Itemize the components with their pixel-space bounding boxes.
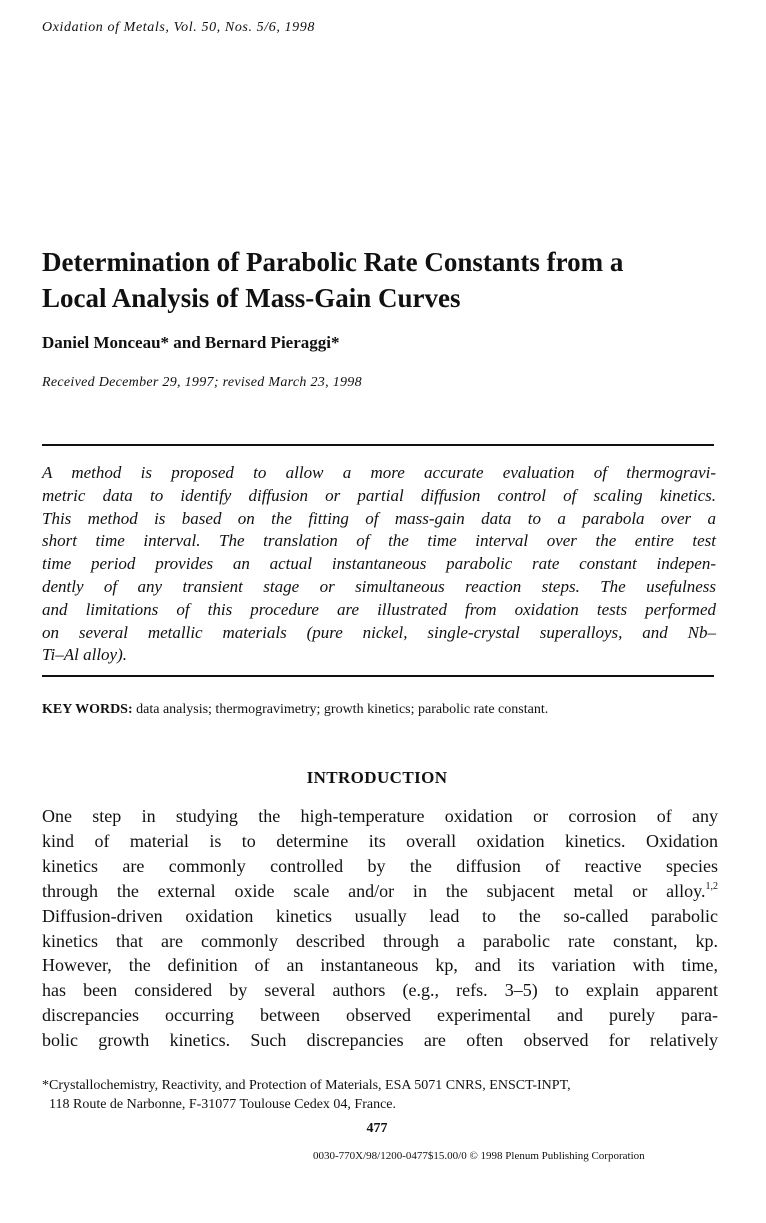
body-line: discrepancies occurring between observed experimental and purely para-	[42, 1005, 718, 1026]
abstract-line: time period provides an actual instantaneous parabolic rate constant indepen-	[42, 554, 716, 574]
abstract-line: on several metallic materials (pure nickel, single-crystal superalloys, and Nb–	[42, 622, 716, 642]
keywords-label: KEY WORDS:	[42, 702, 133, 717]
abstract-line: Ti–Al alloy).	[42, 645, 127, 665]
section-heading-introduction: INTRODUCTION	[306, 768, 448, 787]
abstract-line: dently of any transient stage or simultaneous reaction steps. The usefulness	[42, 576, 716, 596]
title-line: Local Analysis of Mass-Gain Curves	[42, 283, 461, 313]
body-line: kinetics that are commonly described through a parabolic rate constant, kp.	[42, 930, 718, 951]
abstract-top-rule	[42, 444, 714, 446]
body-line: Diffusion-driven oxidation kinetics usually lead to the so-called parabolic	[42, 905, 718, 926]
page-number: 477	[366, 1121, 388, 1136]
body-line: through the external oxide scale and/or in the subjacent metal or alloy.	[42, 880, 706, 901]
abstract-bottom-rule	[42, 675, 714, 677]
copyright-line: 0030-770X/98/1200-0477$15.00/0 © 1998 Plenum Publishing Corporation	[313, 1150, 645, 1162]
title-line: Determination of Parabolic Rate Constants from a	[42, 247, 624, 277]
keywords-text: data analysis; thermogravimetry; growth kinetics; parabolic rate constant.	[136, 702, 549, 717]
body-line-with-citation	[42, 879, 718, 904]
body-line: kinetics are commonly controlled by the diffusion of reactive species	[42, 855, 718, 876]
footnote-line: 118 Route de Narbonne, F-31077 Toulouse Cedex 04, France.	[49, 1096, 397, 1112]
introduction-body	[42, 804, 718, 1053]
article-title	[42, 244, 732, 316]
keywords	[42, 702, 548, 718]
citation-superscript: 1,2	[705, 880, 718, 892]
abstract-line: short time interval. The translation of the time interval over the entire test	[42, 531, 716, 551]
body-line: has been considered by several authors (e.g., refs. 3–5) to explain apparent	[42, 980, 718, 1001]
abstract-line: This method is based on the fitting of mass-gain data to a parabola over a	[42, 508, 716, 528]
footnote-line: *Crystallochemistry, Reactivity, and Protection of Materials, ESA 5071 CNRS, ENSCT-INPT,	[42, 1078, 571, 1093]
authors: Daniel Monceau* and Bernard Pieraggi*	[42, 333, 340, 352]
body-line: bolic growth kinetics. Such discrepancies are often observed for relatively	[42, 1030, 718, 1051]
running-head: Oxidation of Metals, Vol. 50, Nos. 5/6, 1998	[42, 20, 315, 35]
received-date: Received December 29, 1997; revised March 23, 1998	[42, 375, 362, 390]
body-line: kind of material is to determine its overall oxidation kinetics. Oxidation	[42, 830, 718, 851]
body-line: However, the definition of an instantaneous kp, and its variation with time,	[42, 955, 718, 976]
footnote	[42, 1077, 732, 1114]
body-line: One step in studying the high-temperature oxidation or corrosion of any	[42, 806, 718, 826]
abstract-line: metric data to identify diffusion or partial diffusion control of scaling kinetics.	[42, 485, 716, 505]
abstract-line: and limitations of this procedure are illustrated from oxidation tests performed	[42, 599, 716, 619]
abstract-line: A method is proposed to allow a more accurate evaluation of thermogravi-	[42, 463, 716, 482]
abstract	[42, 462, 716, 667]
